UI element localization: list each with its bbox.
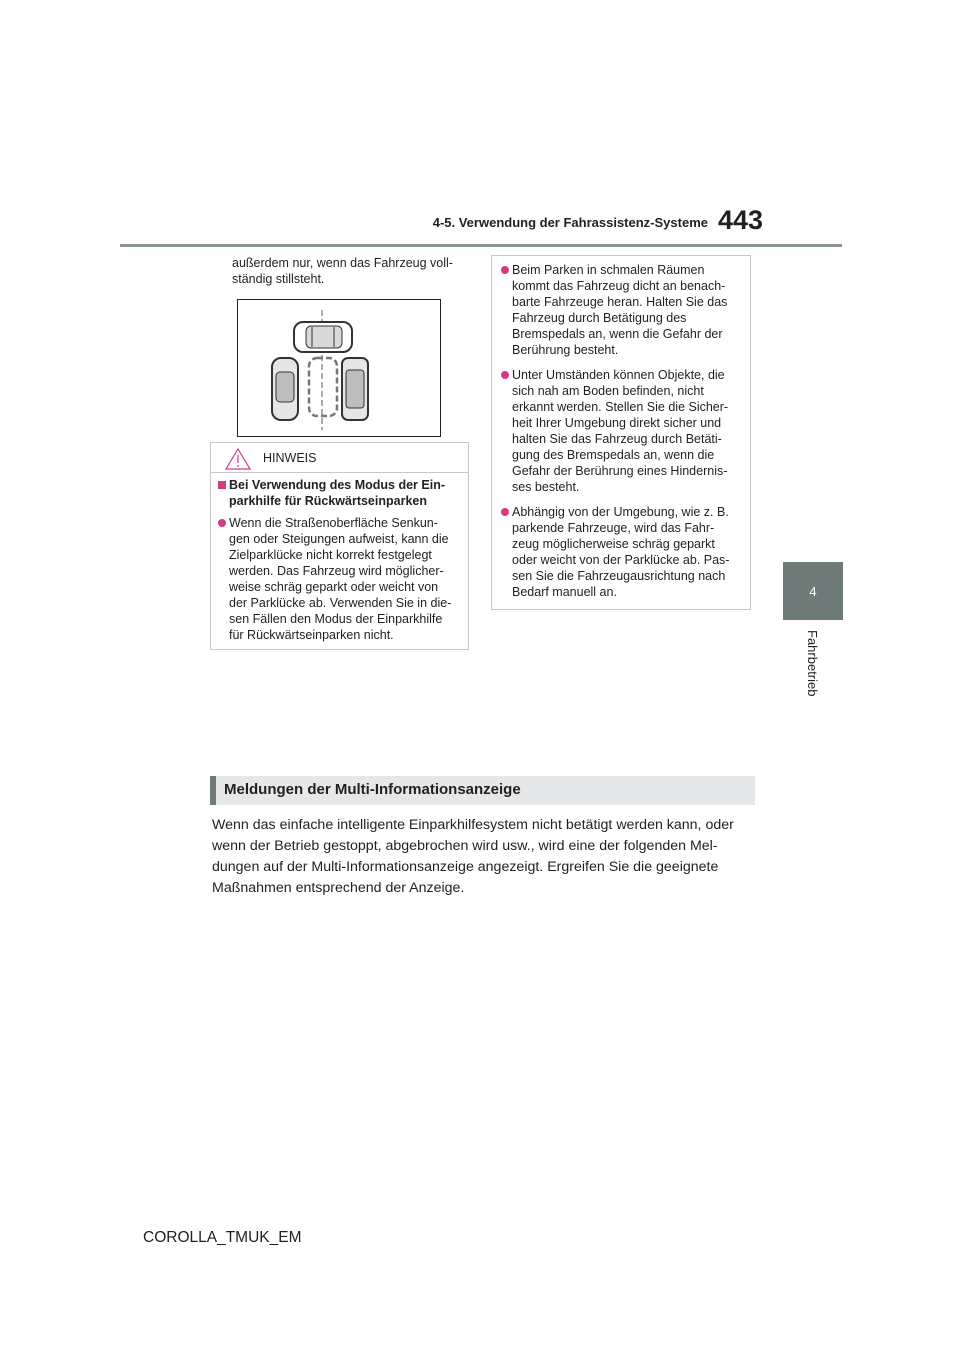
parking-diagram-svg — [238, 300, 440, 436]
header-rule — [120, 244, 842, 247]
parked-car-right — [342, 358, 368, 420]
section-paragraph: Wenn das einfache intelligente Einparkhilfesystem nicht betätigt werden kann, oder wenn der Betrieb gestoppt, abgebrochen wird usw., wird eine der folgenden Mel-dungen auf der Multi-Informationsanzeige angezeigt. Ergreifen Sie die geeignete Maßnahmen entsprechend der Anzeige. — [212, 817, 734, 896]
parked-car-left — [272, 358, 298, 420]
parking-illustration — [237, 299, 441, 437]
caution-title: HINWEIS — [263, 451, 317, 465]
dot-bullet-icon — [501, 266, 509, 274]
warning-triangle-icon — [225, 448, 251, 475]
caution-item — [218, 515, 458, 643]
caution-item-text: Wenn die Straßenoberfläche Senkun-gen oder Steigungen aufweist, kann die Zielparklücke nicht korrekt festgelegt werden. Das Fahrzeug wird möglicher-weise schräg geparkt oder weicht von der Parklücke ab. Verwenden Sie in die-sen Fällen den Modus der Einparkhilfe für Rückwärtseinparken nicht. — [229, 516, 452, 642]
caution-item — [501, 367, 740, 495]
caution-heading-text: Bei Verwendung des Modus der Ein-parkhilfe für Rückwärtseinparken — [229, 478, 446, 508]
dot-bullet-icon — [501, 371, 509, 379]
caution-item-text: Beim Parken in schmalen Räumen kommt das Fahrzeug dicht an benach-barte Fahrzeuge heran. Halten Sie das Fahrzeug durch Betätigung des Bremspedals an, wenn die Gefahr der Berührung besteht. — [512, 263, 728, 357]
chapter-heading: 4-5. Verwendung der Fahrassistenz-Systeme — [432, 215, 708, 230]
moving-car — [294, 322, 352, 352]
caution-item-text: Unter Umständen können Objekte, die sich nah am Boden befinden, nicht erkannt werden. Stellen Sie die Sicher-heit Ihrer Umgebung direkt sicher und halten Sie das Fahrzeug durch Betäti-gung des Bremspedals an, wenn die Gefahr der Berührung eines Hindernis-ses besteht. — [512, 368, 729, 494]
square-bullet-icon — [218, 481, 226, 489]
caution-item — [501, 262, 740, 358]
caution-item-text: Abhängig von der Umgebung, wie z. B. parkende Fahrzeuge, wird das Fahr-zeug möglicherweise schräg geparkt oder weicht von der Parklücke ab. Pas-sen Sie die Fahrzeugausrichtung nach Bedarf manuell an. — [512, 505, 730, 599]
dot-bullet-icon — [218, 519, 226, 527]
caution-header — [211, 443, 468, 473]
section-title: Meldungen der Multi-Informationsanzeige — [224, 781, 521, 798]
page-number: 443 — [718, 205, 764, 235]
caution-heading — [218, 477, 458, 509]
dot-bullet-icon — [501, 508, 509, 516]
chapter-label: Fahrbetrieb — [805, 630, 820, 697]
caution-box — [210, 442, 469, 650]
document-code: COROLLA_TMUK_EM — [143, 1229, 302, 1246]
caution-item — [501, 504, 740, 600]
section-heading-bar — [210, 776, 755, 805]
intro-text: außerdem nur, wenn das Fahrzeug voll-ständig stillsteht. — [232, 256, 453, 286]
caution-continuation-box — [491, 255, 751, 610]
chapter-tab — [783, 562, 843, 620]
target-parking-space — [309, 358, 337, 416]
chapter-number: 4 — [809, 583, 817, 599]
